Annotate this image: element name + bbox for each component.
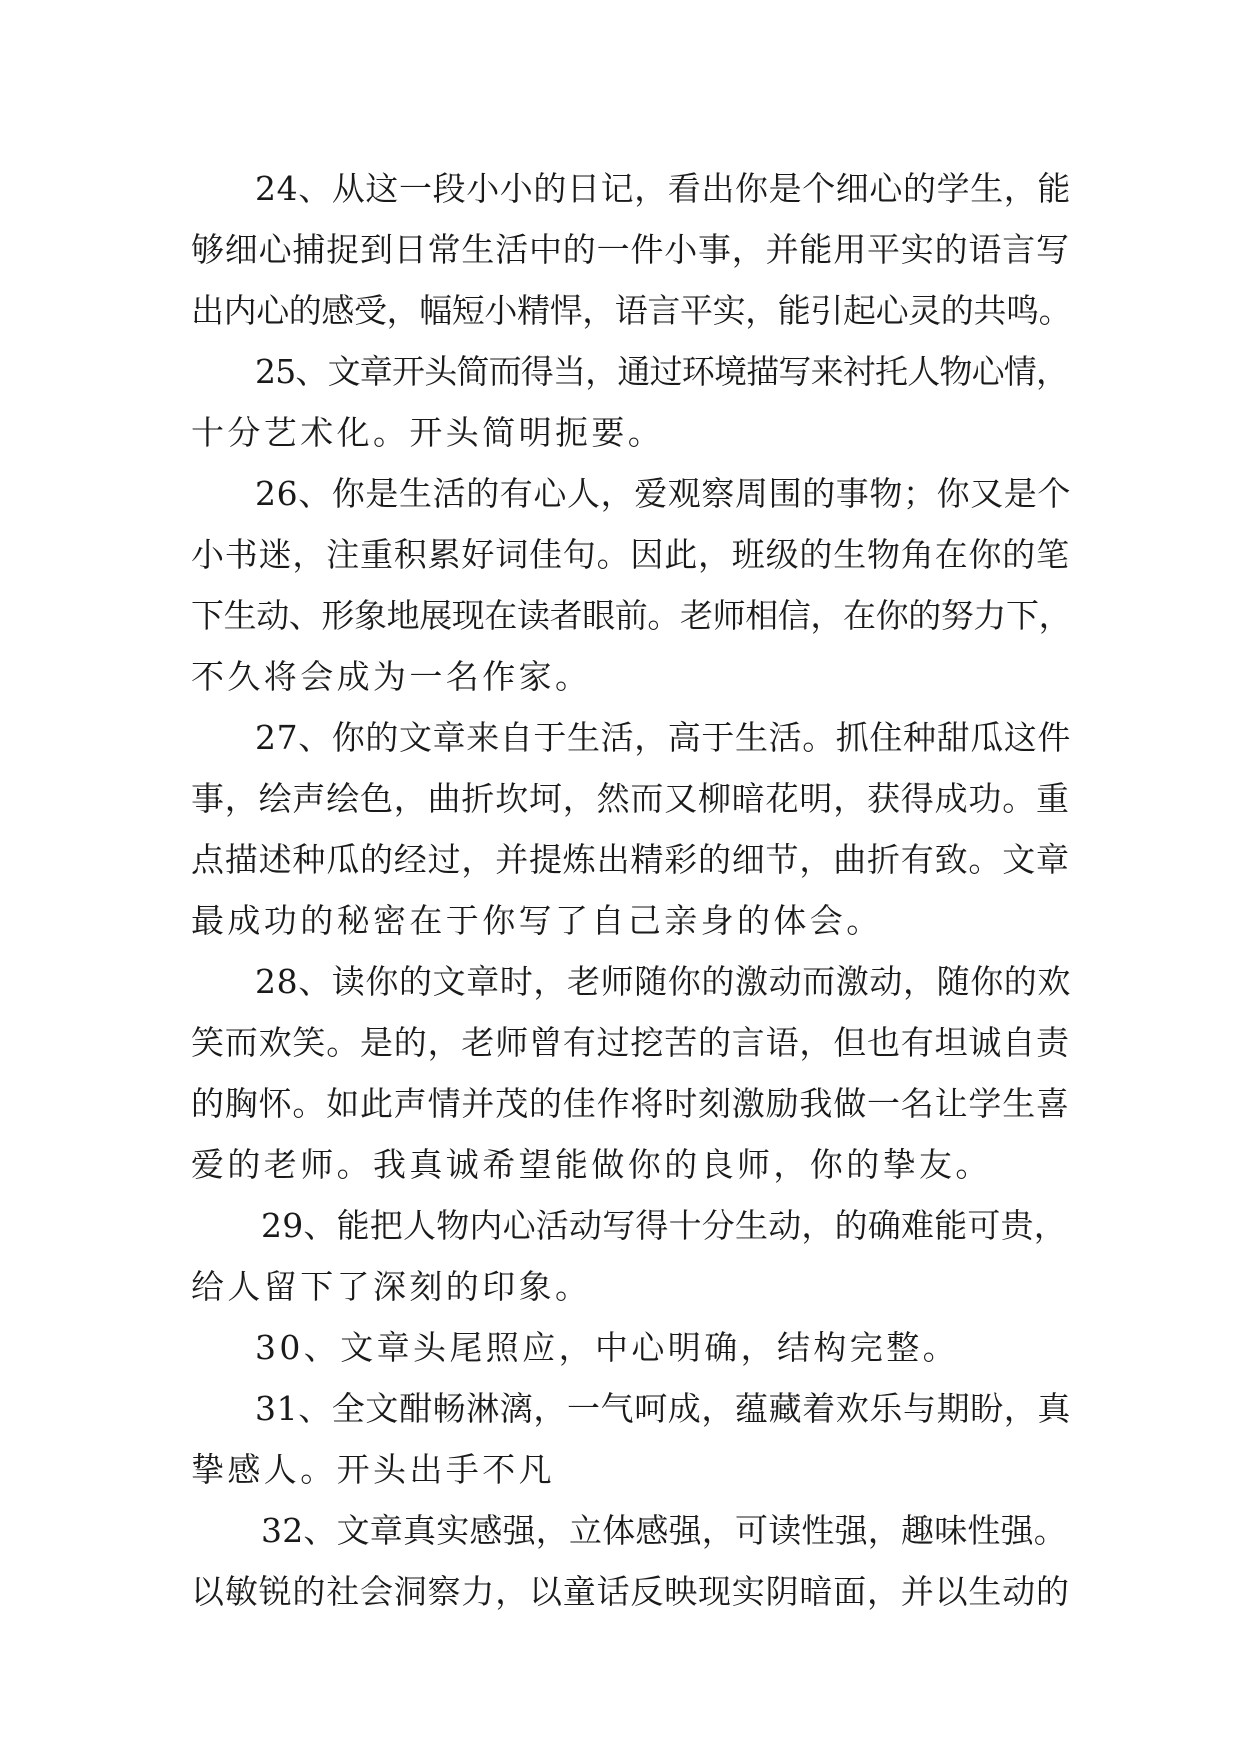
paragraph-line: 29、能把人物内心活动写得十分生动，的确难能可贵，	[261, 1206, 1067, 1245]
paragraph-line: 24、从这一段小小的日记，看出你是个细心的学生，能	[255, 169, 1071, 208]
comment-paragraph-30	[191, 1317, 1071, 1378]
paragraph-line: 给人留下了深刻的印象。	[191, 1267, 592, 1306]
paragraph-line: 最成功的秘密在于你写了自己亲身的体会。	[191, 901, 883, 940]
paragraph-line: 30、文章头尾照应，中心明确，结构完整。	[255, 1328, 959, 1367]
paragraph-line: 小书迷，注重积累好词佳句。因此，班级的生物角在你的笔	[191, 535, 1070, 574]
paragraph-line: 笑而欢笑。是的，老师曾有过挖苦的言语，但也有坦诚自责	[191, 1023, 1070, 1062]
document-body	[191, 158, 1071, 1622]
paragraph-line: 爱的老师。我真诚希望能做你的良师，你的挚友。	[191, 1145, 992, 1184]
comment-paragraph-29	[191, 1195, 1071, 1317]
paragraph-line: 25、文章开头简而得当，通过环境描写来衬托人物心情，	[255, 352, 1069, 391]
comment-paragraph-25	[191, 341, 1071, 463]
paragraph-line: 够细心捕捉到日常生活中的一件小事，并能用平实的语言写	[191, 230, 1070, 269]
paragraph-line: 32、文章真实感强，立体感强，可读性强，趣味性强。	[261, 1511, 1067, 1550]
paragraph-line: 挚感人。开头出手不凡	[191, 1450, 555, 1489]
paragraph-line: 的胸怀。如此声情并茂的佳作将时刻激励我做一名让学生喜	[191, 1084, 1070, 1123]
comment-paragraph-27	[191, 707, 1071, 951]
paragraph-line: 28、读你的文章时，老师随你的激动而激动，随你的欢	[255, 962, 1071, 1001]
paragraph-line: 以敏锐的社会洞察力，以童话反映现实阴暗面，并以生动的	[191, 1572, 1070, 1611]
paragraph-line: 26、你是生活的有心人，爱观察周围的事物；你又是个	[255, 474, 1071, 513]
paragraph-line: 27、你的文章来自于生活，高于生活。抓住种甜瓜这件	[255, 718, 1071, 757]
comment-paragraph-26	[191, 463, 1071, 707]
comment-paragraph-31	[191, 1378, 1071, 1500]
paragraph-line: 出内心的感受，幅短小精悍，语言平实，能引起心灵的共鸣。	[191, 291, 1072, 330]
paragraph-line: 31、全文酣畅淋漓，一气呵成，蕴藏着欢乐与期盼，真	[255, 1389, 1071, 1428]
paragraph-line: 十分艺术化。开头简明扼要。	[191, 413, 665, 452]
comment-paragraph-32	[191, 1500, 1071, 1622]
paragraph-line: 下生动、形象地展现在读者眼前。老师相信，在你的努力下，	[191, 596, 1072, 635]
paragraph-line: 点描述种瓜的经过，并提炼出精彩的细节，曲折有致。文章	[191, 840, 1070, 879]
paragraph-line: 事，绘声绘色，曲折坎坷，然而又柳暗花明，获得成功。重	[191, 779, 1070, 818]
comment-paragraph-24	[191, 158, 1071, 341]
paragraph-line: 不久将会成为一名作家。	[191, 657, 592, 696]
comment-paragraph-28	[191, 951, 1071, 1195]
